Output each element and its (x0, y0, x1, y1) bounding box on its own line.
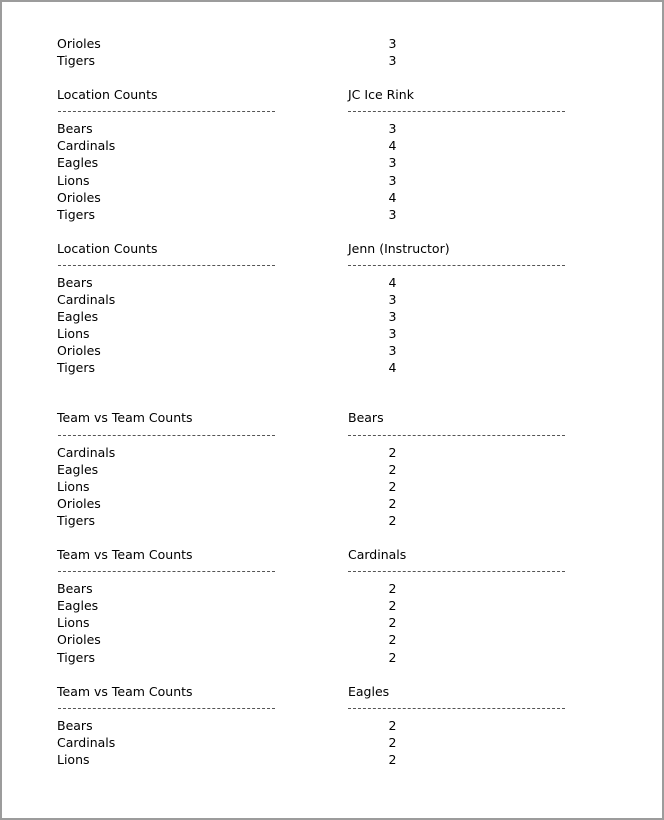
team-label: Bears (57, 274, 93, 290)
team-label: Tigers (57, 513, 96, 529)
team-label: Tigers (57, 53, 96, 69)
count-value: 3 (388, 326, 397, 342)
team-label: Eagles (57, 598, 99, 614)
count-value: 4 (388, 189, 397, 205)
count-row (57, 137, 617, 154)
report-section (57, 86, 617, 223)
section-gap (57, 376, 617, 409)
team-label: Lions (57, 172, 90, 188)
team-label: Orioles (57, 343, 101, 359)
section-gap (57, 69, 617, 86)
count-row (57, 751, 617, 768)
report-section (57, 683, 617, 768)
count-row (57, 444, 617, 461)
section-subject: Bears (348, 410, 384, 426)
team-label: Orioles (57, 36, 101, 51)
count-value: 3 (388, 172, 397, 188)
count-row (57, 512, 617, 529)
team-label: Bears (57, 121, 93, 137)
team-label: Orioles (57, 189, 101, 205)
team-label: Tigers (57, 206, 96, 222)
team-label: Orioles (57, 495, 101, 511)
count-row (57, 274, 617, 291)
section-divider (57, 103, 617, 120)
team-label: Eagles (57, 461, 99, 477)
section-title: Team vs Team Counts (57, 547, 193, 563)
count-row (57, 189, 617, 206)
count-value: 2 (388, 478, 397, 494)
team-label: Cardinals (57, 444, 116, 460)
count-value: 2 (388, 615, 397, 631)
count-value: 2 (388, 513, 397, 529)
count-row (57, 734, 617, 751)
count-value: 3 (388, 309, 397, 325)
count-value: 2 (388, 444, 397, 460)
section-header (57, 683, 617, 700)
count-row (57, 52, 617, 69)
section-title: Location Counts (57, 240, 158, 256)
count-row (57, 325, 617, 342)
section-subject: Jenn (Instructor) (348, 240, 450, 256)
section-divider (57, 427, 617, 444)
count-row (57, 206, 617, 223)
report-section (57, 409, 617, 529)
count-value: 3 (388, 343, 397, 359)
count-row (57, 495, 617, 512)
section-header (57, 409, 617, 426)
count-value: 4 (388, 274, 397, 290)
section-title: Location Counts (57, 87, 158, 103)
count-value: 3 (388, 121, 397, 137)
team-label: Tigers (57, 360, 96, 376)
count-row (57, 597, 617, 614)
divider-line-right (348, 111, 565, 112)
divider-line-right (348, 265, 565, 266)
section-subject: Eagles (348, 683, 390, 699)
team-label: Lions (57, 478, 90, 494)
divider-line-left (58, 708, 275, 709)
team-label: Cardinals (57, 734, 116, 750)
team-label: Bears (57, 717, 93, 733)
count-value: 2 (388, 751, 397, 767)
count-row (57, 359, 617, 376)
count-value: 2 (388, 734, 397, 750)
section-subject: Cardinals (348, 547, 407, 563)
team-label: Lions (57, 751, 90, 767)
count-row (57, 631, 617, 648)
divider-line-left (58, 111, 275, 112)
team-label: Lions (57, 326, 90, 342)
count-value: 2 (388, 649, 397, 665)
count-value: 4 (388, 360, 397, 376)
count-row (57, 291, 617, 308)
count-row (57, 172, 617, 189)
section-divider (57, 563, 617, 580)
section-divider (57, 700, 617, 717)
section-gap (57, 666, 617, 683)
count-value: 2 (388, 581, 397, 597)
section-title: Team vs Team Counts (57, 410, 193, 426)
count-row (57, 154, 617, 171)
count-row (57, 308, 617, 325)
divider-line-right (348, 571, 565, 572)
team-label: Tigers (57, 649, 96, 665)
count-row (57, 120, 617, 137)
divider-line-left (58, 265, 275, 266)
section-gap (57, 223, 617, 240)
count-value: 3 (388, 292, 397, 307)
count-value: 2 (388, 717, 397, 733)
report-body (57, 35, 617, 768)
report-section (57, 546, 617, 666)
count-row (57, 35, 617, 52)
count-row (57, 342, 617, 359)
count-row (57, 461, 617, 478)
divider-line-right (348, 708, 565, 709)
section-divider (57, 257, 617, 274)
count-value: 4 (388, 138, 397, 154)
section-gap (57, 529, 617, 546)
section-header (57, 240, 617, 257)
team-label: Cardinals (57, 138, 116, 154)
section-title: Team vs Team Counts (57, 683, 193, 699)
team-label: Cardinals (57, 292, 116, 307)
team-label: Orioles (57, 632, 101, 648)
count-row (57, 717, 617, 734)
count-row (57, 649, 617, 666)
count-value: 2 (388, 495, 397, 511)
count-value: 3 (388, 36, 397, 51)
team-label: Eagles (57, 309, 99, 325)
team-label: Lions (57, 615, 90, 631)
divider-line-left (58, 571, 275, 572)
count-row (57, 580, 617, 597)
count-value: 2 (388, 632, 397, 648)
count-row (57, 614, 617, 631)
section-subject: JC Ice Rink (348, 87, 414, 103)
team-label: Eagles (57, 155, 99, 171)
count-row (57, 478, 617, 495)
count-value: 3 (388, 155, 397, 171)
team-label: Bears (57, 581, 93, 597)
section-header (57, 546, 617, 563)
count-value: 3 (388, 206, 397, 222)
report-section (57, 240, 617, 377)
divider-line-right (348, 435, 565, 436)
section-header (57, 86, 617, 103)
count-value: 2 (388, 598, 397, 614)
count-value: 2 (388, 461, 397, 477)
divider-line-left (58, 435, 275, 436)
count-value: 3 (388, 53, 397, 69)
